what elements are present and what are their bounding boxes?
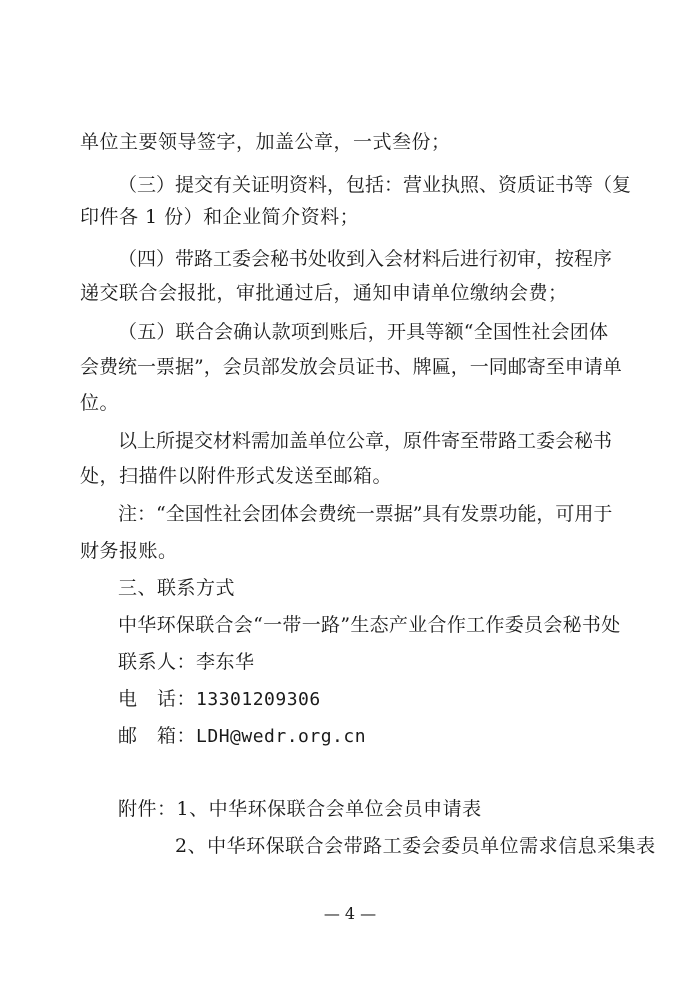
body-line-4: （四）带路工委会秘书处收到入会材料后进行初审，按程序 bbox=[118, 248, 613, 270]
body-line-10: 处，扫描件以附件形式发送至邮箱。 bbox=[80, 465, 393, 487]
attachment-item-2: 2、中华环保联合会带路工委会委员单位需求信息采集表 bbox=[175, 835, 656, 857]
body-line-6: （五）联合会确认款项到账后，开具等额“全国性社会团体 bbox=[118, 321, 608, 343]
body-line-11: 注：“全国性社会团体会费统一票据”具有发票功能，可用于 bbox=[118, 503, 613, 525]
body-line-5: 递交联合会报批，审批通过后，通知申请单位缴纳会费； bbox=[80, 282, 568, 304]
contact-organization: 中华环保联合会“一带一路”生态产业合作工作委员会秘书处 bbox=[118, 614, 621, 636]
body-line-3: 印件各 1 份）和企业简介资料； bbox=[80, 206, 360, 228]
contact-person-label: 联系人： bbox=[118, 651, 197, 673]
contact-email-value: LDH@wedr.org.cn bbox=[196, 726, 367, 747]
contact-phone-label: 电 话： bbox=[118, 688, 197, 710]
body-line-9: 以上所提交材料需加盖单位公章，原件寄至带路工委会秘书 bbox=[118, 430, 613, 452]
contact-email-row bbox=[118, 724, 366, 749]
body-line-7: 会费统一票据”，会员部发放会员证书、牌匾，一同邮寄至申请单 bbox=[80, 356, 622, 378]
body-line-1: 单位主要领导签字，加盖公章，一式叁份； bbox=[80, 131, 451, 153]
contact-phone-value: 13301209306 bbox=[196, 689, 321, 710]
page-number: — 4 — bbox=[323, 904, 377, 923]
attachments-label: 附件： bbox=[118, 798, 177, 820]
attachments-row-1 bbox=[118, 797, 482, 821]
contact-email-label: 邮 箱： bbox=[118, 725, 197, 747]
contact-phone-row bbox=[118, 687, 321, 712]
section-heading-contact: 三、联系方式 bbox=[118, 577, 236, 599]
body-line-12: 财务报账。 bbox=[80, 540, 178, 562]
body-line-8: 位。 bbox=[80, 392, 120, 414]
contact-person-value: 李东华 bbox=[196, 651, 255, 673]
body-line-2: （三）提交有关证明资料，包括：营业执照、资质证书等（复 bbox=[118, 174, 632, 196]
contact-person-row bbox=[118, 650, 255, 674]
attachment-item-1: 1、中华环保联合会单位会员申请表 bbox=[176, 798, 482, 820]
